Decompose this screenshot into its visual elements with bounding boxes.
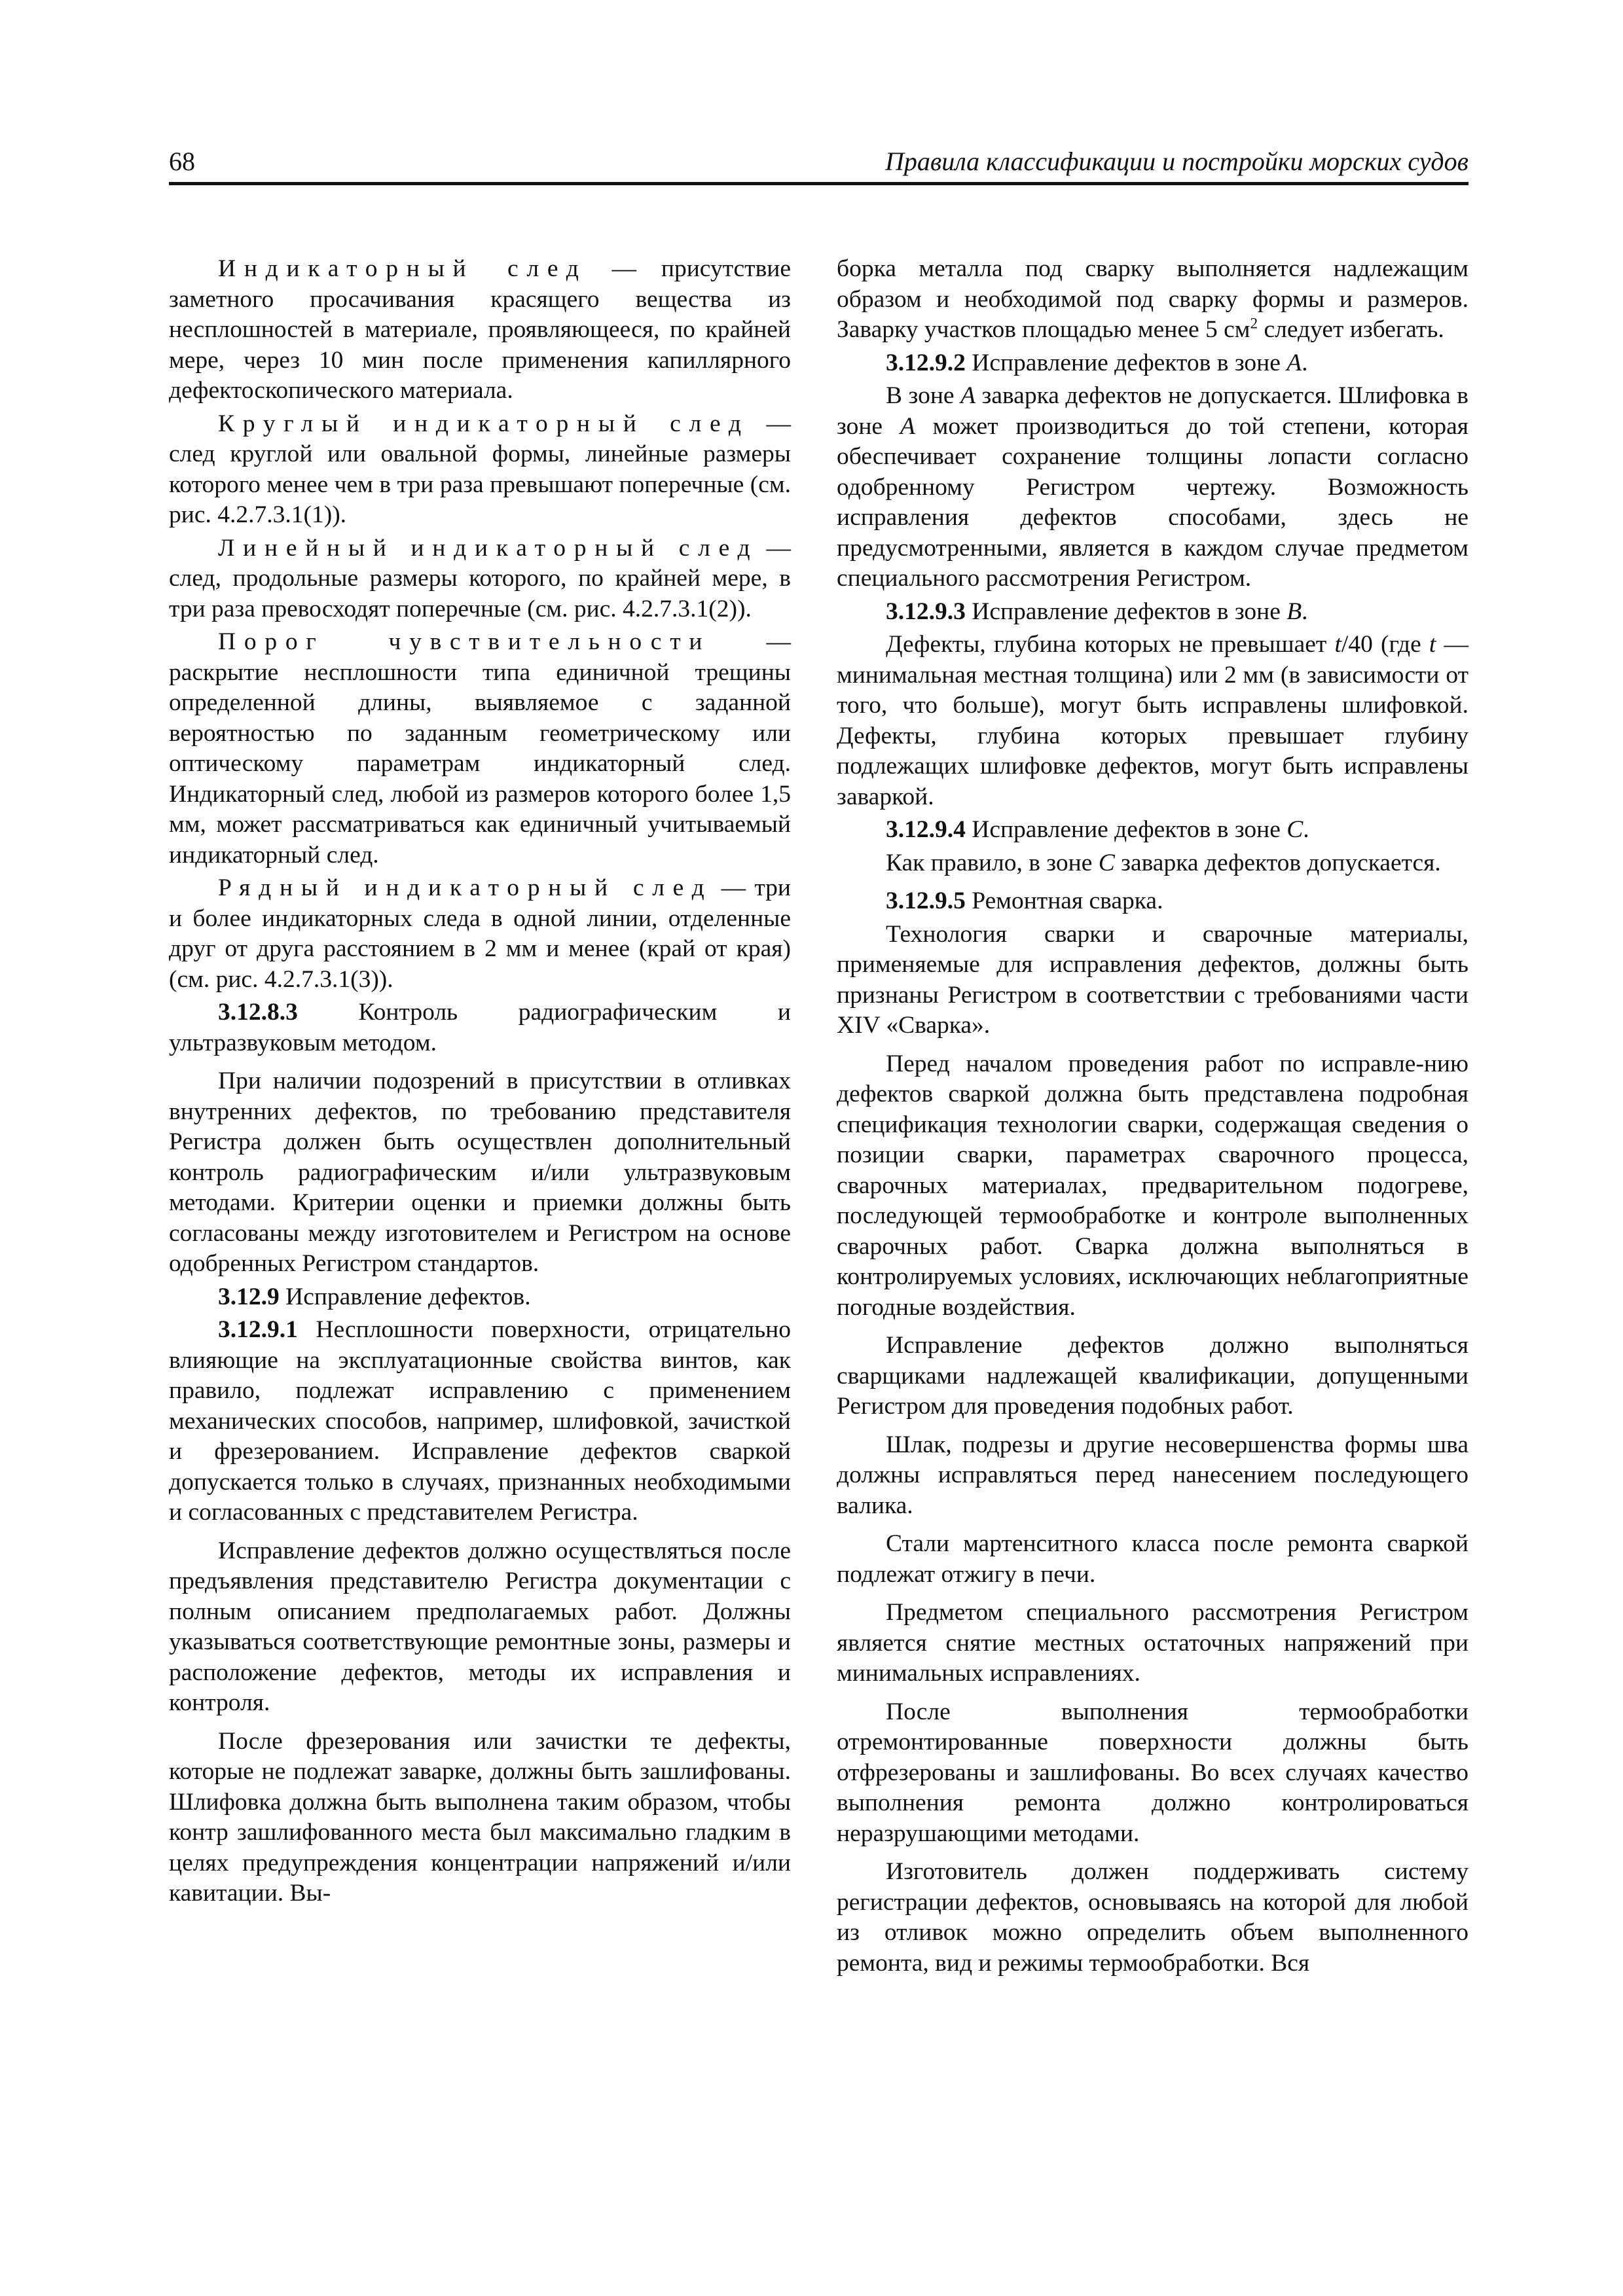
paragraph-text: Дефекты, глубина которых не превышает: [886, 631, 1335, 658]
zone-label: A: [900, 412, 915, 440]
paragraph: Шлак, подрезы и другие несовершенства формы шва должны исправляться перед нанесением последующего валика.: [837, 1431, 1468, 1519]
paragraph: Предметом специального рассмотрения Регистром является снятие местных остаточных напряжений при минимальных исправлениях.: [837, 1599, 1468, 1687]
paragraph-text: заварка дефектов не допускается. Шлифовка в зоне: [837, 382, 1468, 440]
zone-label: B: [1286, 598, 1302, 625]
superscript: 2: [1250, 315, 1258, 332]
paragraph-zone-a: [837, 381, 1468, 594]
term: Порог чувствительности: [218, 628, 711, 655]
page-number: 68: [169, 147, 195, 176]
section-3-12-9-2: [837, 348, 1468, 379]
zone-label: C: [1286, 816, 1304, 843]
term: Круглый индикаторный след: [218, 410, 750, 437]
term: Индикаторный след: [218, 255, 587, 282]
section-3-12-9-1: [169, 1315, 791, 1528]
definition-text: — раскрытие несплошности типа единичной трещины определенной длины, выявляемое с заданной вероятностью по заданным геометрическому или оптическому параметрам индикаторный след. Индикаторный след, любой из размеров которого более 1,5 мм, может рассматриваться как единичный учитываемый индикаторный след.: [169, 628, 791, 869]
section-title: Исправление дефектов в зоне: [965, 816, 1287, 843]
paragraph-zone-c: [837, 848, 1468, 879]
paragraph: Исправление дефектов должно выполняться сварщиками надлежащей квалификации, допущенными Регистром для проведения подобных работ.: [837, 1332, 1468, 1420]
section-number: 3.12.8.3: [218, 999, 298, 1026]
definition-round-trace: [169, 409, 791, 531]
variable-t: t: [1334, 631, 1341, 658]
definition-text: — присутствие заметного просачивания красящего вещества из несплошностей в материале, проявляющееся, по крайней мере, через 10 мин после применения капиллярного дефектоскопического материала.: [169, 255, 791, 404]
paragraph-text: — минимальная местная толщина) или 2 мм (в зависимости от того, что больше), могут быть исправлены шлифовкой. Дефекты, глубина которых превышает глубину подлежащих шлифовке дефектов, могут быть исправлены заваркой.: [837, 631, 1469, 810]
section-3-12-9: [169, 1282, 791, 1313]
paragraph-zone-b: [837, 630, 1468, 812]
section-number: 3.12.9.2: [886, 349, 966, 376]
period: .: [1303, 816, 1309, 843]
section-title: Контроль радиографическим и ультразвуковым методом.: [169, 999, 791, 1056]
definition-text: — три и более индикаторных следа в одной линии, отделенные друг от друга расстоянием в 2 мм и менее (край от края) (см. рис. 4.2.7.3.1(3)).: [169, 874, 791, 993]
paragraph-text: /40 (где: [1341, 631, 1429, 658]
section-number: 3.12.9: [218, 1283, 280, 1310]
definition-indicator-trace: [169, 254, 791, 406]
paragraph-text: Как правило, в зоне: [886, 849, 1099, 876]
section-number: 3.12.9.3: [886, 598, 966, 625]
paragraph: После фрезерования или зачистки те дефекты, которые не подлежат заварке, должны быть зашлифованы. Шлифовка должна быть выполнена таким образом, чтобы контр зашлифованного места был максимально гладким в целях предупреждения концентрации напряжений и/или кавитации. Вы-: [169, 1727, 791, 1907]
zone-label: C: [1098, 849, 1115, 876]
period: .: [1302, 598, 1308, 625]
page-header: [169, 145, 1468, 185]
definition-text: — след круглой или овальной формы, линейные размеры которого менее чем в три раза превышают поперечные (см. рис. 4.2.7.3.1(1)).: [169, 410, 791, 528]
period: .: [1302, 349, 1308, 376]
section-3-12-9-4: [837, 815, 1468, 846]
paragraph-text: В зоне: [886, 382, 961, 409]
paragraph: При наличии подозрений в присутствии в отливках внутренних дефектов, по требованию представителя Регистра должен быть осуществлен дополнительный контроль радиографическим и/или ультразвуковым методами. Критерии оценки и приемки должны быть согласованы между изготовителем и Регистром на основе одобренных Регистром стандартов.: [169, 1067, 791, 1277]
section-3-12-9-3: [837, 597, 1468, 628]
definition-sensitivity-threshold: [169, 627, 791, 870]
paragraph: Стали мартенситного класса после ремонта сваркой подлежат отжигу в печи.: [837, 1530, 1468, 1588]
section-3-12-8-3: [169, 997, 791, 1058]
paragraph: После выполнения термообработки отремонтированные поверхности должны быть отфрезерованы и зашлифованы. Во всех случаях качество выполнения ремонта должно контролироваться неразрушающими методами.: [837, 1698, 1468, 1847]
term: Рядный индикаторный след: [218, 874, 713, 901]
paragraph-text: может производиться до той степени, которая обеспечивает сохранение толщины лопасти согласно одобренному Регистром чертежу. Возможность исправления дефектов способами, здесь не предусмотренными, является в каждом случае предметом специального рассмотрения Регистром.: [837, 412, 1468, 592]
paragraph-continued: [837, 254, 1468, 346]
paragraph: Перед началом проведения работ по исправле-нию дефектов сваркой должна быть представлена подробная спецификация технологии сварки, содержащая сведения о позиции сварки, параметрах сварочного процесса, сварочных материалах, предварительном подогреве, последующей термообработке и контроле выполненных сварочных работ. Сварка должна выполняться в контролируемых условиях, исключающих неблагоприятные погодные воздействия.: [837, 1050, 1468, 1321]
running-title: Правила классификации и постройки морских судов: [884, 147, 1468, 176]
right-column: [837, 254, 1468, 1981]
paragraph-text: следует избегать.: [1258, 316, 1444, 343]
term: Линейный индикаторный след: [218, 534, 759, 562]
definition-linear-trace: [169, 533, 791, 625]
zone-label: A: [960, 382, 976, 409]
paragraph: Исправление дефектов должно осуществляться после предъявления представителю Регистра документации с полным описанием предполагаемых работ. Должны указываться соответствующие ремонтные зоны, размеры и расположение дефектов, методы их исправления и контроля.: [169, 1537, 791, 1716]
section-number: 3.12.9.4: [886, 816, 966, 843]
section-number: 3.12.9.5: [886, 888, 966, 914]
zone-label: A: [1286, 349, 1302, 376]
definition-row-trace: [169, 873, 791, 995]
variable-t: t: [1429, 631, 1436, 658]
section-title: Ремонтная сварка.: [965, 888, 1163, 914]
section-text: Несплошности поверхности, отрицательно влияющие на эксплуатационные свойства винтов, как правило, подлежат исправлению с применением механических способов, например, шлифовкой, зачисткой и фрезерованием. Исправление дефектов сваркой допускается только в случаях, признанных необходимыми и согласованных с представителем Регистра.: [169, 1316, 791, 1526]
left-column: [169, 254, 791, 1912]
section-3-12-9-5: [837, 886, 1468, 917]
definition-text: — след, продольные размеры которого, по крайней мере, в три раза превосходят поперечные (см. рис. 4.2.7.3.1(2)).: [169, 534, 791, 622]
section-title: Исправление дефектов.: [279, 1283, 531, 1310]
section-title: Исправление дефектов в зоне: [965, 598, 1287, 625]
paragraph: Изготовитель должен поддерживать систему регистрации дефектов, основываясь на которой для любой из отливок можно определить объем выполненного ремонта, вид и режимы термообработки. Вся: [837, 1858, 1468, 1977]
paragraph-text: заварка дефектов допускается.: [1114, 849, 1441, 876]
section-title: Исправление дефектов в зоне: [965, 349, 1287, 376]
paragraph: Технология сварки и сварочные материалы, применяемые для исправления дефектов, должны быть признаны Регистром в соответствии с требованиями части XIV «Сварка».: [837, 920, 1468, 1039]
paragraph-text: борка металла под сварку выполняется надлежащим образом и необходимой под сварку формы и размеров. Заварку участков площадью менее 5 см: [837, 255, 1468, 343]
section-number: 3.12.9.1: [218, 1316, 298, 1343]
